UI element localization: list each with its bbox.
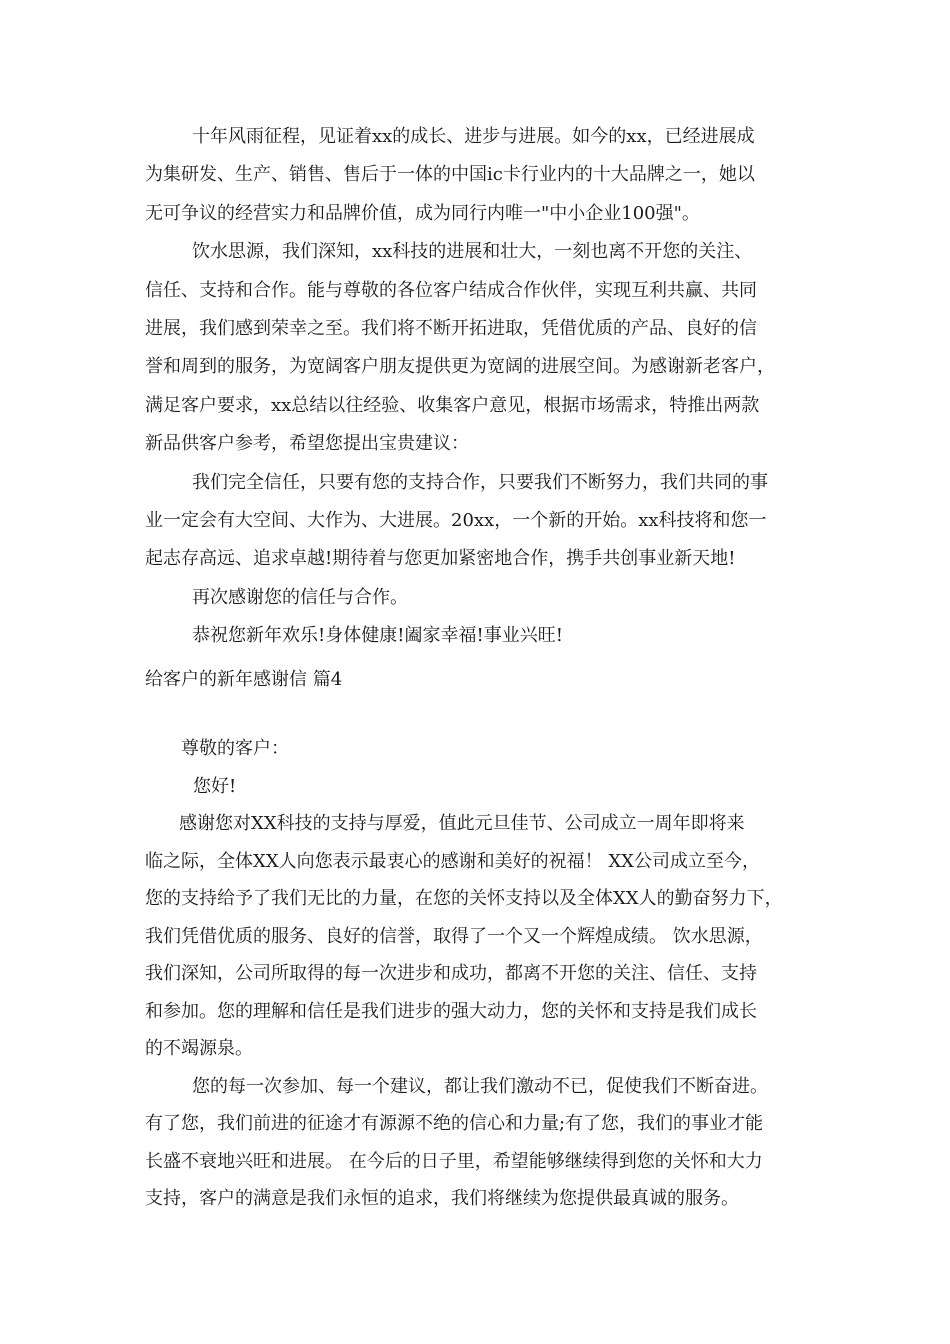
text-line: 您的支持给予了我们无比的力量，在您的关怀支持以及全体XX人的勤奋努力下， bbox=[145, 888, 783, 909]
greeting: 您好! bbox=[193, 775, 237, 797]
text-line: 您的每一次参加、每一个建议，都让我们激动不已，促使我们不断奋进。 bbox=[192, 1075, 768, 1097]
text-line: 新品供客户参考，希望您提出宝贵建议： bbox=[145, 433, 469, 455]
text-line: 满足客户要求，xx总结以往经验、收集客户意见，根据市场需求，特推出两款 bbox=[145, 394, 760, 416]
section-heading: 给客户的新年感谢信 篇4 bbox=[145, 669, 343, 690]
text-line: 恭祝您新年欢乐!身体健康!阖家幸福!事业兴旺! bbox=[192, 625, 563, 647]
text-line: 无可争议的经营实力和品牌价值，成为同行内唯一"中小企业100强"。 bbox=[145, 202, 700, 224]
text-line: 饮水思源，我们深知，xx科技的进展和壮大，一刻也离不开您的关注、 bbox=[192, 241, 753, 263]
text-line: 业一定会有大空间、大作为、大进展。20xx，一个新的开始。xx科技将和您一 bbox=[145, 509, 767, 531]
text-line: 和参加。您的理解和信任是我们进步的强大动力，您的关怀和支持是我们成长 bbox=[145, 1000, 757, 1022]
text-line: 进展，我们感到荣幸之至。我们将不断开拓进取，凭借优质的产品、良好的信 bbox=[145, 317, 757, 339]
letter-body-part-2 bbox=[145, 730, 815, 1218]
text-line: 为集研发、生产、销售、售后于一体的中国ic卡行业内的十大品牌之一，她以 bbox=[145, 164, 755, 186]
text-line: 我们凭借优质的服务、良好的信誉，取得了一个又一个辉煌成绩。 饮水思源， bbox=[145, 925, 763, 947]
text-line: 信任、支持和合作。能与尊敬的各位客户结成合作伙伴，实现互利共赢、共同 bbox=[145, 279, 757, 301]
letter-body-part-1 bbox=[145, 118, 815, 655]
text-line: 长盛不衰地兴旺和进展。 在今后的日子里，希望能够继续得到您的关怀和大力 bbox=[145, 1150, 763, 1172]
text-line: 再次感谢您的信任与合作。 bbox=[192, 586, 408, 608]
text-line: 的不竭源泉。 bbox=[145, 1038, 253, 1059]
text-line: 感谢您对XX科技的支持与厚爱，值此元旦佳节、公司成立一周年即将来 bbox=[179, 813, 745, 834]
text-line: 临之际，全体XX人向您表示最衷心的感谢和美好的祝福！ XX公司成立至今， bbox=[145, 850, 760, 872]
salutation: 尊敬的客户： bbox=[181, 738, 289, 759]
text-line: 我们深知，公司所取得的每一次进步和成功，都离不开您的关注、信任、支持 bbox=[145, 963, 757, 984]
text-line: 誉和周到的服务，为宽阔客户朋友提供更为宽阔的进展空间。为感谢新老客户， bbox=[145, 356, 775, 378]
text-line: 起志存高远、追求卓越!期待着与您更加紧密地合作，携手共创事业新天地! bbox=[145, 548, 736, 570]
text-line: 有了您，我们前进的征途才有源源不绝的信心和力量;有了您，我们的事业才能 bbox=[145, 1113, 764, 1134]
text-line: 十年风雨征程，见证着xx的成长、进步与进展。如今的xx，已经进展成 bbox=[192, 126, 755, 147]
text-line: 我们完全信任，只要有您的支持合作，只要我们不断努力，我们共同的事 bbox=[192, 471, 768, 493]
text-line: 支持，客户的满意是我们永恒的追求，我们将继续为您提供最真诚的服务。 bbox=[145, 1188, 739, 1209]
